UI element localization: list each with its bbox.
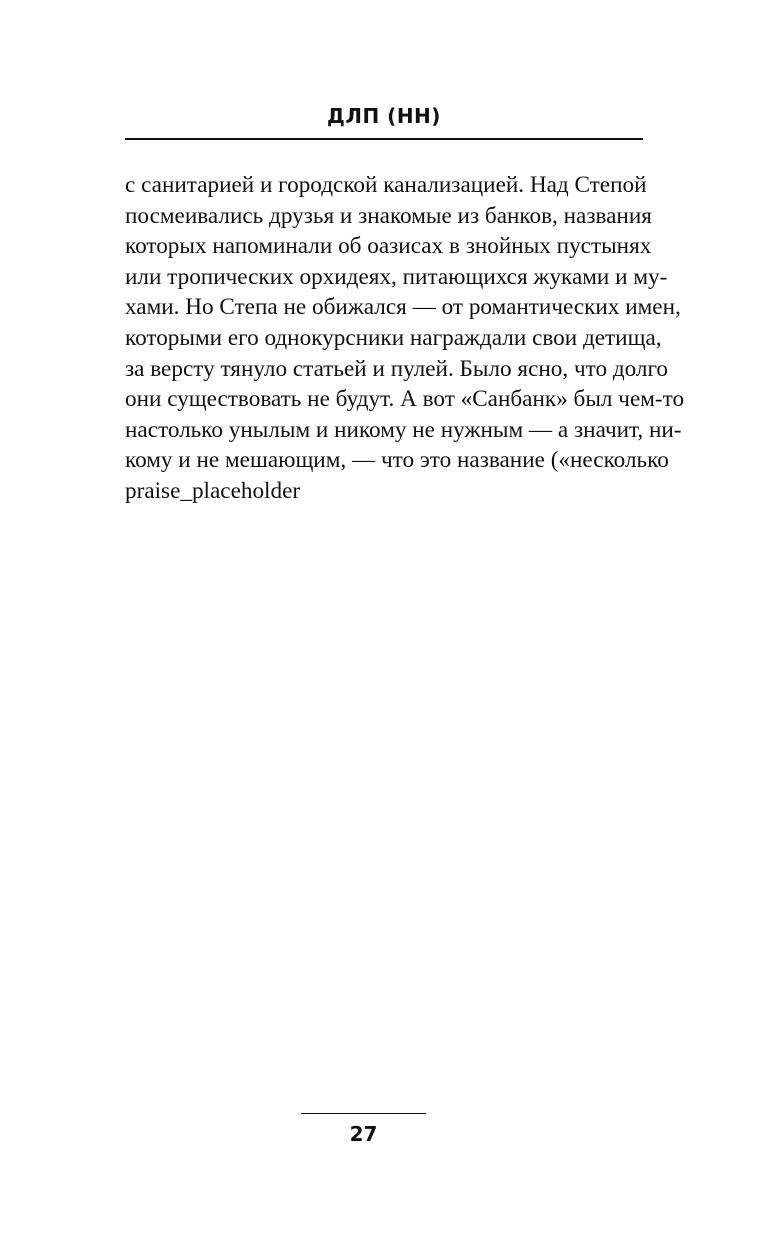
text-line [125,598,643,629]
text-line [125,904,643,935]
text-line [125,782,643,813]
text-line [125,568,643,599]
text-line [125,874,643,905]
text-line [125,721,643,752]
body-text [125,170,685,1088]
text-line: которыми его однокурсники награждали свои детища, [125,324,662,351]
text-line [125,965,643,996]
text-line [125,751,643,782]
footer-rule [301,1113,426,1114]
text-line [125,1027,643,1058]
text-line [125,660,643,691]
text-line [125,935,643,966]
text-line [125,690,643,721]
text-line [125,1057,643,1088]
text-line [125,843,643,874]
text-line [125,629,643,660]
running-head: ДЛП (НН) [327,104,441,128]
text-line: или тропических орхидеях, питающихся жуками и му- [125,263,668,290]
text-line [125,507,643,538]
text-line: они существовать не будут. А вот «Санбанк» был чем-то [125,386,685,413]
text-line: за версту тянуло статьей и пулей. Было ясно, что долго [125,355,669,382]
text-line [125,996,643,1027]
text-line: кому и не мешающим, — что это название («несколько [125,447,669,474]
header-rule [125,138,643,140]
text-line: которых напоминали об оазисах в знойных пустынях [125,233,652,260]
text-line: praise_placeholder [125,477,301,504]
text-line [125,812,643,843]
text-line: настолько унылым и никому не нужным — а значит, ни- [125,416,682,443]
text-line [125,537,643,568]
text-line: хами. Но Степа не обижался — от романтических имен, [125,294,681,321]
text-line: посмеивались друзья и знакомые из банков, названия [125,202,652,229]
page-number: 27 [349,1122,378,1146]
text-line: с санитарией и городской канализацией. Над Степой [125,172,647,198]
